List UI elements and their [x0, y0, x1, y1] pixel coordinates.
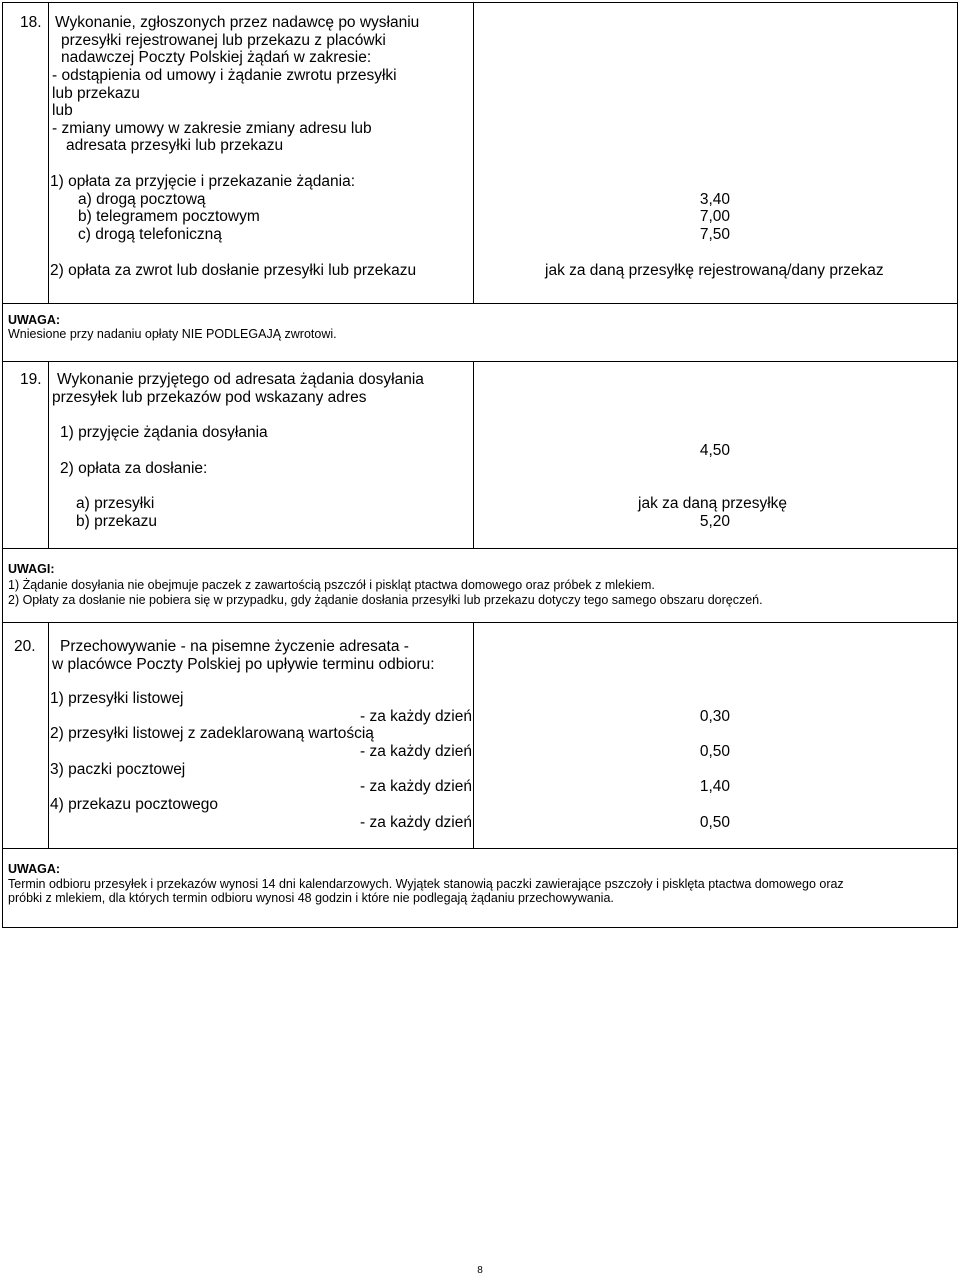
note-text: próbki z mlekiem, dla których termin odbioru wynosi 48 godzin i które nie podlegają żądaniu przechowywania.	[8, 891, 614, 905]
column-separator	[48, 2, 49, 303]
note-title: UWAGA:	[8, 862, 61, 876]
section-20-number: 20.	[14, 638, 36, 655]
title-line: lub przekazu	[52, 85, 140, 102]
option-price: 7,00	[699, 208, 730, 225]
list-item: 1) przesyłki listowej	[50, 690, 184, 707]
row-separator	[2, 848, 958, 849]
table-border-top	[2, 2, 958, 3]
title-line: Wykonanie, zgłoszonych przez nadawcę po wysłaniu	[55, 14, 420, 31]
page-number: 8	[477, 1265, 483, 1276]
column-separator	[473, 2, 474, 303]
row-separator	[2, 548, 958, 549]
note-text: 1) Żądanie dosyłania nie obejmuje paczek z zawartością pszczół i piskląt ptactwa domowego oraz próbek z mlekiem.	[8, 578, 655, 592]
list-item: 2) przesyłki listowej z zadeklarowaną wartością	[50, 725, 374, 742]
option-price: 5,20	[699, 513, 730, 530]
item-price: 0,50	[699, 743, 730, 760]
row-separator	[2, 361, 958, 362]
item-unit: - za każdy dzień	[360, 814, 472, 831]
title-line: przesyłek lub przekazów pod wskazany adres	[52, 389, 367, 406]
section-18-number: 18.	[20, 14, 42, 31]
option-label: c) drogą telefoniczną	[78, 226, 222, 243]
table-border-right	[957, 2, 958, 928]
item-price: jak za daną przesyłkę rejestrowaną/dany przekaz	[545, 262, 884, 279]
item-unit: - za każdy dzień	[360, 708, 472, 725]
section-19-number: 19.	[20, 371, 42, 388]
item-price: 0,50	[699, 814, 730, 831]
list-item: 3) paczki pocztowej	[50, 761, 186, 778]
row-separator	[2, 622, 958, 623]
item-label: 2) opłata za dosłanie:	[60, 460, 208, 477]
table-border-left	[2, 2, 3, 928]
column-separator	[48, 361, 49, 548]
option-label: b) telegramem pocztowym	[78, 208, 260, 225]
note-text: Termin odbioru przesyłek i przekazów wynosi 14 dni kalendarzowych. Wyjątek stanowią paczki zawierające pszczoły i pisklęta ptactwa domowego oraz	[8, 877, 844, 891]
note-text: Wniesione przy nadaniu opłaty NIE PODLEGAJĄ zwrotowi.	[8, 327, 337, 341]
title-line: adresata przesyłki lub przekazu	[66, 137, 284, 154]
note-title: UWAGA:	[8, 313, 61, 327]
title-line: przesyłki rejestrowanej lub przekazu z placówki	[61, 32, 386, 49]
item-label: 1) opłata za przyjęcie i przekazanie żądania:	[50, 173, 356, 190]
column-separator	[473, 361, 474, 548]
title-line: Wykonanie przyjętego od adresata żądania dosyłania	[57, 371, 424, 388]
item-price: 0,30	[699, 708, 730, 725]
option-label: b) przekazu	[76, 513, 157, 530]
item-unit: - za każdy dzień	[360, 743, 472, 760]
item-label: 2) opłata za zwrot lub dosłanie przesyłki lub przekazu	[50, 262, 417, 279]
title-line: lub	[52, 102, 73, 119]
table-border-bottom	[2, 927, 958, 928]
column-separator	[473, 622, 474, 848]
item-price: 1,40	[699, 778, 730, 795]
item-label: 1) przyjęcie żądania dosyłania	[60, 424, 268, 441]
note-title: UWAGI:	[8, 562, 55, 576]
option-price: 7,50	[699, 226, 730, 243]
option-price: jak za daną przesyłkę	[638, 495, 788, 512]
item-price: 4,50	[699, 442, 730, 459]
title-line: - zmiany umowy w zakresie zmiany adresu lub	[52, 120, 372, 137]
title-line: - odstąpienia od umowy i żądanie zwrotu przesyłki	[52, 67, 397, 84]
note-text: 2) Opłaty za dosłanie nie pobiera się w przypadku, gdy żądanie dosłania przesyłki lub przekazu dotyczy tego samego obszaru doręczeń.	[8, 593, 763, 607]
option-label: a) drogą pocztową	[78, 191, 206, 208]
row-separator	[2, 303, 958, 304]
title-line: w placówce Poczty Polskiej po upływie terminu odbioru:	[52, 656, 435, 673]
item-unit: - za każdy dzień	[360, 778, 472, 795]
option-price: 3,40	[699, 191, 730, 208]
title-line: Przechowywanie - na pisemne życzenie adresata -	[60, 638, 409, 655]
option-label: a) przesyłki	[76, 495, 155, 512]
column-separator	[48, 622, 49, 848]
title-line: nadawczej Poczty Polskiej żądań w zakresie:	[61, 49, 372, 66]
list-item: 4) przekazu pocztowego	[50, 796, 219, 813]
